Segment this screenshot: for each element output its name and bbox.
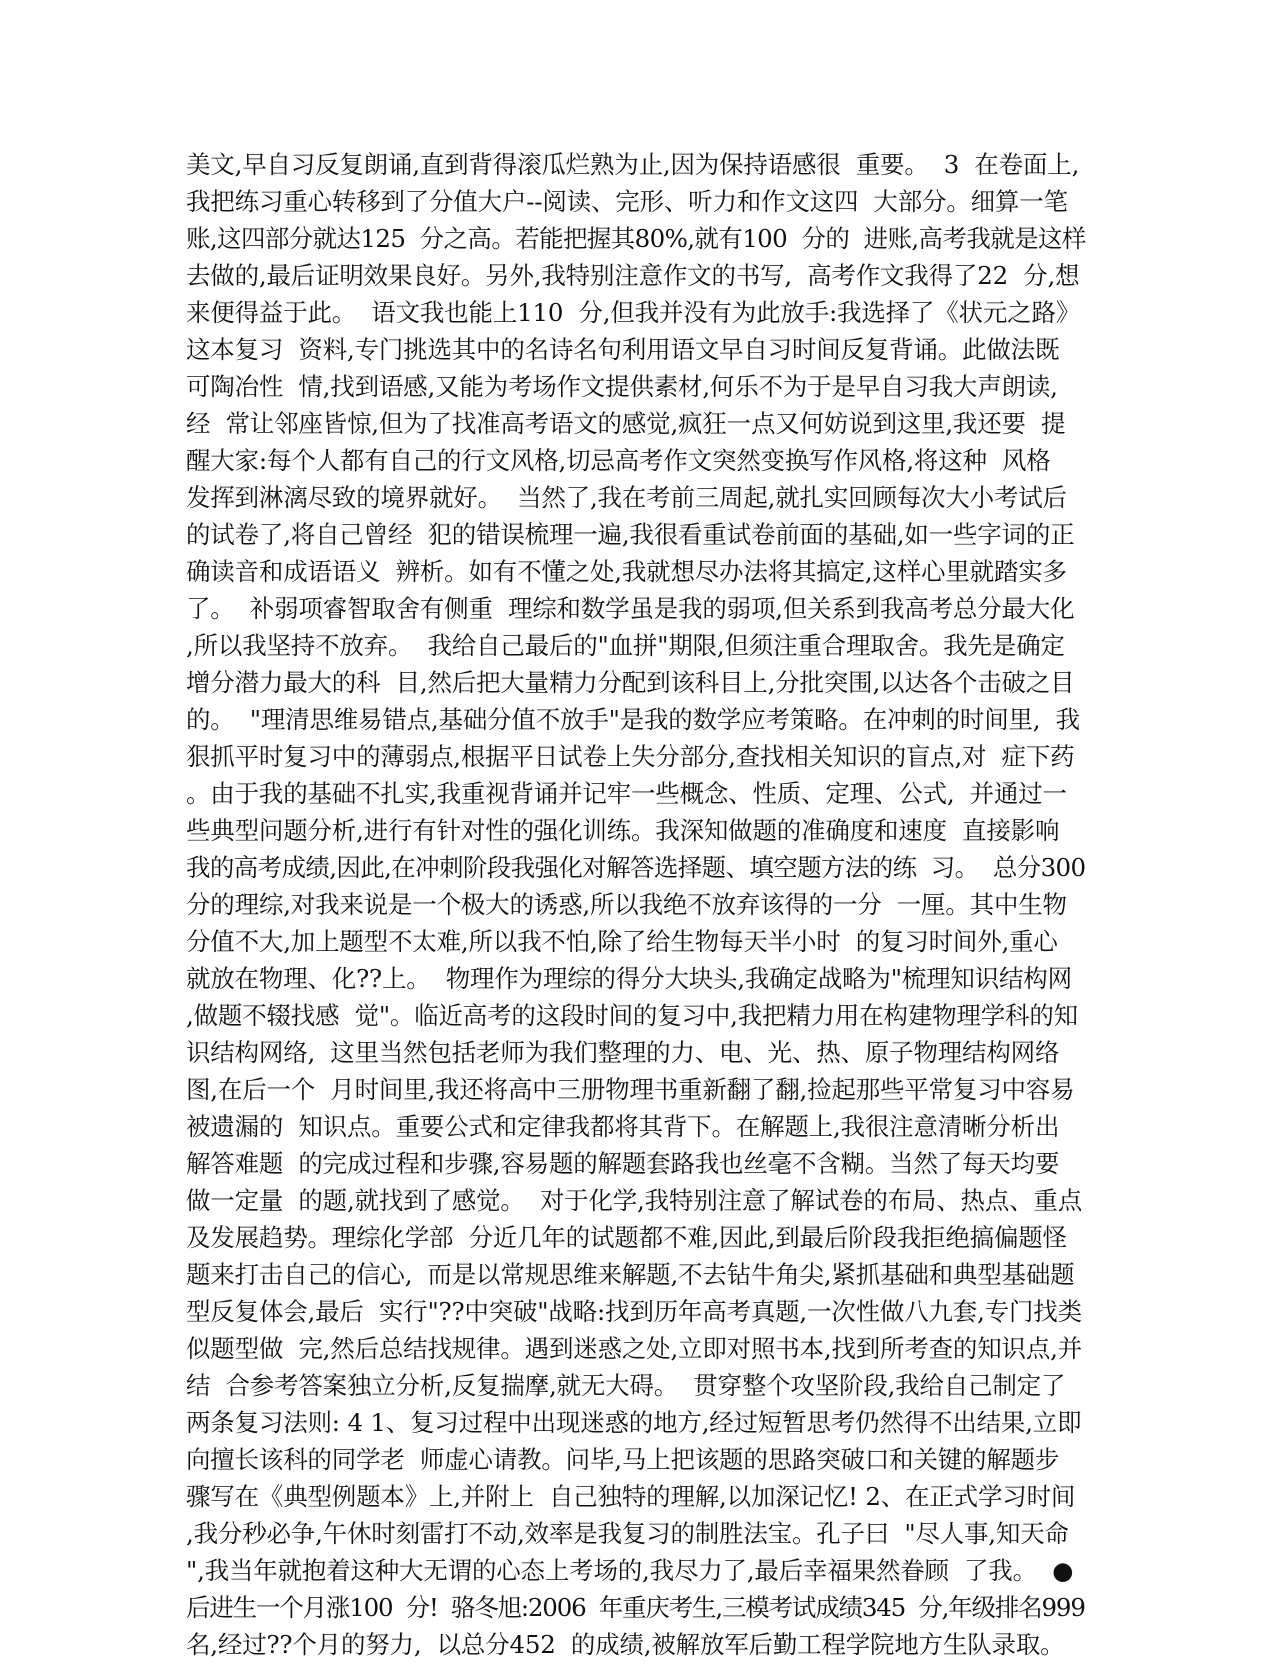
text-line: 账,这四部分就达125 分之高。若能把握其80%,就有100 分的 进账,高考我就是这样 [186, 224, 1086, 253]
text-line: 醒大家:每个人都有自己的行文风格,切忌高考作文突然变换写作风格,将这种 风格 [186, 446, 1051, 475]
text-line: 解答难题 的完成过程和步骤,容易题的解题套路我也丝毫不含糊。当然了每天均要 [186, 1149, 1060, 1178]
text-line: ,所以我坚持不放弃。 我给自己最后的"血拼"期限,但须注重合理取舍。我先是确定 [186, 631, 1065, 660]
text-line: 经 常让邻座皆惊,但为了找准高考语文的感觉,疯狂一点又何妨说到这里,我还要 提 [186, 409, 1066, 438]
text-line: 的试卷了,将自己曾经 犯的错误梳理一遍,我很看重试卷前面的基础,如一些字词的正 [186, 520, 1075, 549]
text-line: 的。 "理清思维易错点,基础分值不放手"是我的数学应考策略。在冲刺的时间里, 我 [186, 705, 1080, 734]
text-line: 被遗漏的 知识点。重要公式和定律我都将其背下。在解题上,我很注意清晰分析出 [186, 1112, 1060, 1141]
text-line: 题来打击自己的信心, 而是以常规思维来解题,不去钻牛角尖,紧抓基础和典型基础题 [186, 1260, 1075, 1289]
text-line: 名,经过??个月的努力, 以总分452 的成绩,被解放军后勤工程学院地方生队录取。 [186, 1630, 1065, 1659]
text-line: 骤写在《典型例题本》上,并附上 自己独特的理解,以加深记忆! 2、在正式学习时间 [186, 1482, 1076, 1511]
text-line: 来便得益于此。 语文我也能上110 分,但我并没有为此放手:我选择了《状元之路》 [186, 298, 1081, 327]
text-line: 及发展趋势。理综化学部 分近几年的试题都不难,因此,到最后阶段我拒绝搞偏题怪 [186, 1223, 1067, 1252]
text-line: 些典型问题分析,进行有针对性的强化训练。我深知做题的准确度和速度 直接影响 [186, 816, 1060, 845]
text-line: 了。 补弱项睿智取舍有侧重 理综和数学虽是我的弱项,但关系到我高考总分最大化 [186, 594, 1075, 623]
text-line: 这本复习 资料,专门挑选其中的名诗名句利用语文早自习时间反复背诵。此做法既 [186, 335, 1060, 364]
text-line: 后进生一个月涨100 分! 骆冬旭:2006 年重庆考生,三模考试成绩345 分,年级排名999 [186, 1593, 1085, 1622]
text-line: 似题型做 完,然后总结找规律。遇到迷惑之处,立即对照书本,找到所考查的知识点,并 [186, 1334, 1083, 1363]
text-line: 可陶冶性 情,找到语感,又能为考场作文提供素材,何乐不为于是早自习我大声朗读, [186, 372, 1058, 401]
text-line: 狠抓平时复习中的薄弱点,根据平日试卷上失分部分,查找相关知识的盲点,对 症下药 [186, 742, 1075, 771]
text-line: 美文,早自习反复朗诵,直到背得滚瓜烂熟为止,因为保持语感很 重要。 3 在卷面上, [186, 150, 1080, 179]
text-line: ",我当年就抱着这种大无谓的心态上考场的,我尽力了,最后幸福果然眷顾 了我。 ● [186, 1556, 1074, 1585]
text-line: 分的理综,对我来说是一个极大的诱惑,所以我绝不放弃该得的一分 一厘。其中生物 [186, 890, 1067, 919]
text-line: 确读音和成语语义 辨析。如有不懂之处,我就想尽办法将其搞定,这样心里就踏实多 [186, 557, 1067, 586]
text-line: 我把练习重心转移到了分值大户--阅读、完形、听力和作文这四 大部分。细算一笔 [186, 187, 1068, 216]
text-line: 就放在物理、化??上。 物理作为理综的得分大块头,我确定战略为"梳理知识结构网 [186, 964, 1072, 993]
body-text [186, 146, 1086, 1663]
text-line: 结 合参考答案独立分析,反复揣摩,就无大碍。 贯穿整个攻坚阶段,我给自己制定了 [186, 1371, 1066, 1400]
text-line: 我的高考成绩,因此,在冲刺阶段我强化对解答选择题、填空题方法的练 习。 总分300 [186, 853, 1086, 882]
text-line: 去做的,最后证明效果良好。另外,我特别注意作文的书写, 高考作文我得了22 分,想 [186, 261, 1080, 290]
text-line: 发挥到淋漓尽致的境界就好。 当然了,我在考前三周起,就扎实回顾每次大小考试后 [186, 483, 1067, 512]
text-line: 做一定量 的题,就找到了感觉。 对于化学,我特别注意了解试卷的布局、热点、重点 [186, 1186, 1083, 1215]
text-line: 图,在后一个 月时间里,我还将高中三册物理书重新翻了翻,捡起那些平常复习中容易 [186, 1075, 1075, 1104]
text-line: ,我分秒必争,午休时刻雷打不动,效率是我复习的制胜法宝。孔子曰 "尽人事,知天命 [186, 1519, 1069, 1548]
text-line: 识结构网络, 这里当然包括老师为我们整理的力、电、光、热、原子物理结构网络 [186, 1038, 1060, 1067]
text-line: 两条复习法则: 4 1、复习过程中出现迷惑的地方,经过短暂思考仍然得不出结果,立即 [186, 1408, 1082, 1437]
text-line: 向擅长该科的同学老 师虚心请教。问毕,马上把该题的思路突破口和关键的解题步 [186, 1445, 1060, 1474]
text-line: 。由于我的基础不扎实,我重视背诵并记牢一些概念、性质、定理、公式, 并通过一 [186, 779, 1067, 808]
text-line: 分值不大,加上题型不太难,所以我不怕,除了给生物每天半小时 的复习时间外,重心 [186, 927, 1058, 956]
text-line: ,做题不辍找感 觉"。临近高考的这段时间的复习中,我把精力用在构建物理学科的知 [186, 1001, 1078, 1030]
text-line: 型反复体会,最后 实行"??中突破"战略:找到历年高考真题,一次性做八九套,专门找类 [186, 1297, 1082, 1326]
text-line: 增分潜力最大的科 目,然后把大量精力分配到该科目上,分批突围,以达各个击破之目 [186, 668, 1075, 697]
